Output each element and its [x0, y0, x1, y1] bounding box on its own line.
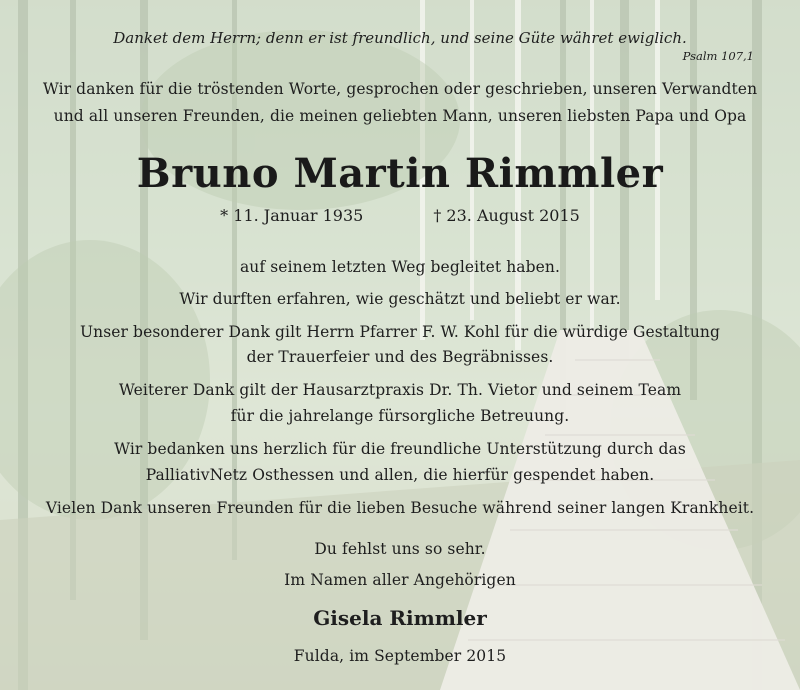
bible-verse: Danket dem Herrn; denn er ist freundlich, und seine Güte währet ewiglich.: [113, 29, 687, 47]
deceased-name: Bruno Martin Rimmler: [136, 150, 664, 197]
death-date: † 23. August 2015: [433, 206, 580, 225]
body-line: Weiterer Dank gilt der Hausarztpraxis Dr. Th. Vietor und seinem Team: [118, 381, 682, 399]
birth-date: * 11. Januar 1935: [220, 206, 364, 225]
body-line: für die jahrelange fürsorgliche Betreuung.: [230, 407, 570, 425]
body-line: PalliativNetz Osthessen und allen, die hierfür gespendet haben.: [145, 466, 655, 484]
body-line: Im Namen aller Angehörigen: [284, 571, 516, 589]
life-dates: [0, 206, 800, 225]
verse-source: Psalm 107,1: [682, 49, 754, 63]
body-line: auf seinem letzten Weg begleitet haben.: [239, 258, 561, 276]
body-line: Vielen Dank unseren Freunden für die lieben Besuche während seiner langen Krankheit.: [45, 499, 755, 517]
body-line: Du fehlst uns so sehr.: [314, 540, 486, 558]
body-line: Wir durften erfahren, wie geschätzt und beliebt er war.: [179, 290, 621, 308]
body-line: Wir bedanken uns herzlich für die freundliche Unterstützung durch das: [114, 440, 686, 458]
body-line: Unser besonderer Dank gilt Herrn Pfarrer F. W. Kohl für die würdige Gestaltung: [79, 323, 721, 341]
place-date: Fulda, im September 2015: [293, 647, 507, 665]
signer-name: Gisela Rimmler: [313, 606, 487, 630]
intro-line: und all unseren Freunden, die meinen geliebten Mann, unseren liebsten Papa und Opa: [53, 107, 747, 125]
body-line: der Trauerfeier und des Begräbnisses.: [246, 348, 554, 366]
intro-line: Wir danken für die tröstenden Worte, gesprochen oder geschrieben, unseren Verwandten: [42, 80, 758, 98]
